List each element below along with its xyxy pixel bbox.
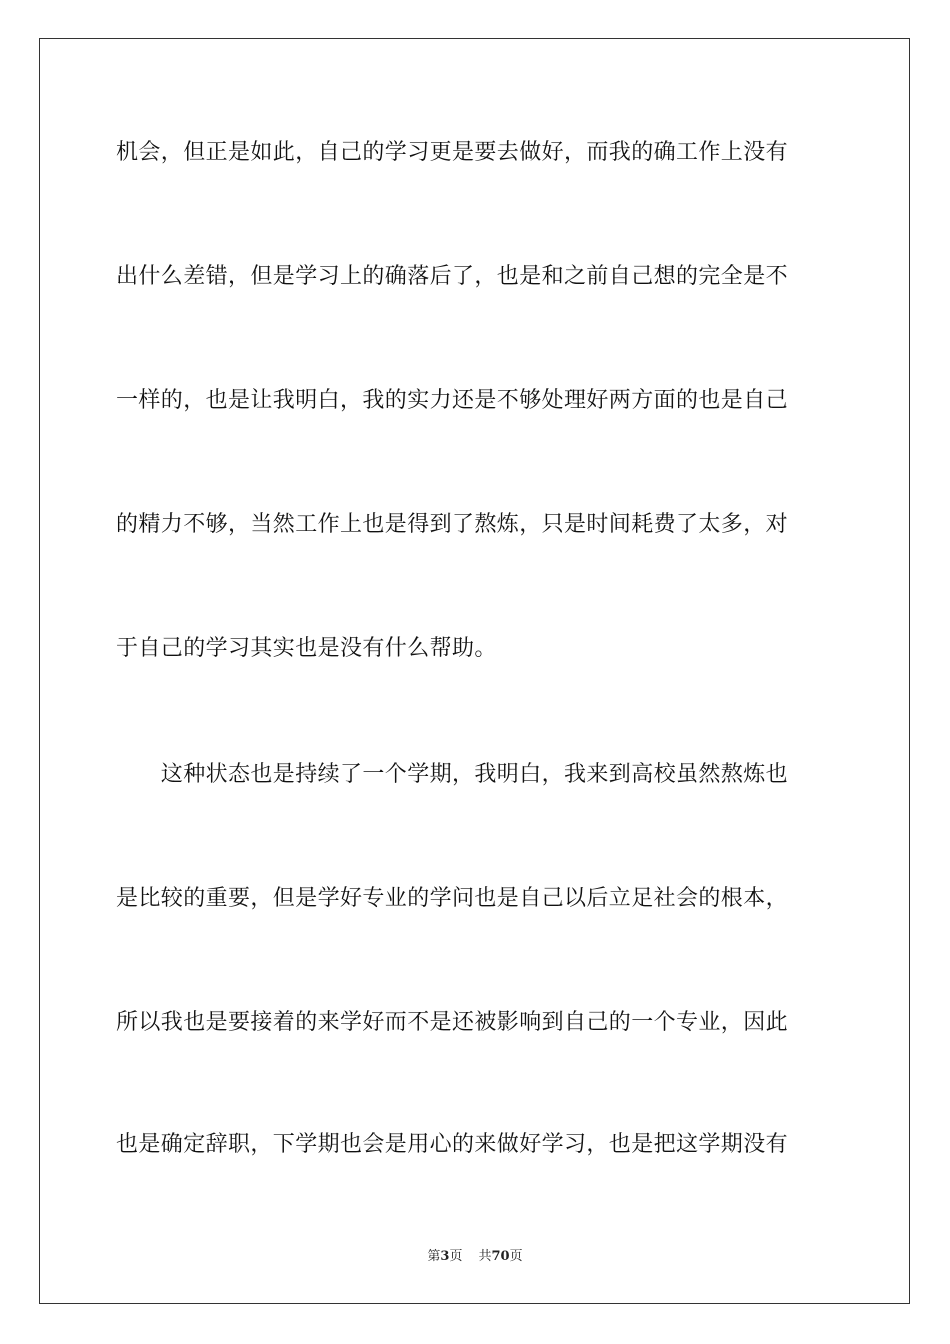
body-line-9: 也是确定辞职，下学期也会是用心的来做好学习，也是把这学期没有	[116, 1132, 789, 1157]
footer-page-suffix: 页	[449, 1249, 463, 1264]
body-line-4: 的精力不够，当然工作上也是得到了熬炼，只是时间耗费了太多，对	[116, 512, 789, 537]
body-line-5: 于自己的学习其实也是没有什么帮助。	[116, 636, 497, 661]
footer-total-prefix: 共	[478, 1249, 492, 1264]
body-line-1: 机会，但正是如此，自己的学习更是要去做好，而我的确工作上没有	[116, 140, 789, 165]
body-line-8: 所以我也是要接着的来学好而不是还被影响到自己的一个专业，因此	[116, 1010, 789, 1035]
page-border	[39, 38, 910, 1304]
body-line-7: 是比较的重要，但是学好专业的学问也是自己以后立足社会的根本，	[116, 886, 789, 911]
body-line-2: 出什么差错，但是学习上的确落后了，也是和之前自己想的完全是不	[116, 264, 789, 289]
page-footer	[0, 1248, 950, 1266]
footer-total-pages: 70	[491, 1249, 510, 1264]
body-line-3: 一样的，也是让我明白，我的实力还是不够处理好两方面的也是自己	[116, 388, 789, 413]
body-line-6: 这种状态也是持续了一个学期，我明白，我来到高校虽然熬炼也	[116, 762, 789, 787]
footer-page-prefix: 第	[427, 1249, 441, 1264]
footer-page-number: 3	[440, 1249, 450, 1264]
footer-total-suffix: 页	[509, 1249, 523, 1264]
